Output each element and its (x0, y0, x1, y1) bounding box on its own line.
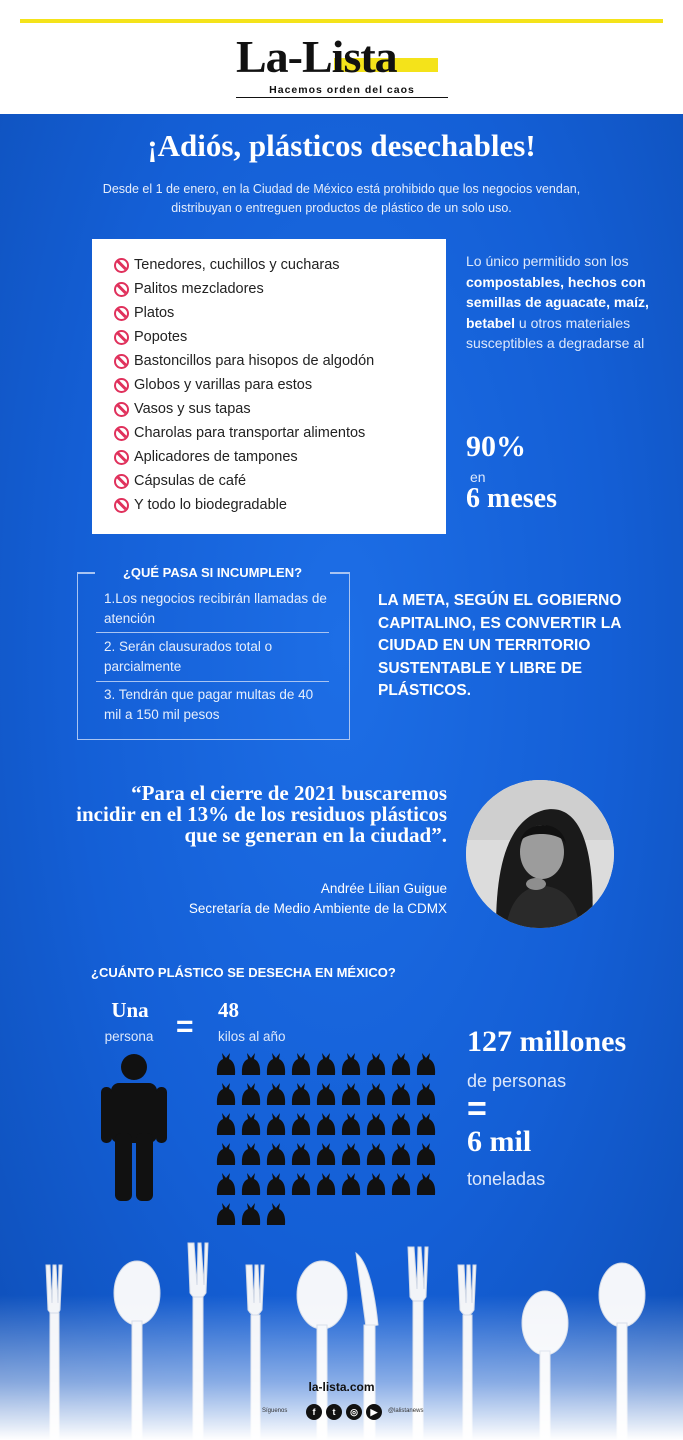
banned-item (114, 301, 446, 325)
penalties-title: ¿QUÉ PASA SI INCUMPLEN? (122, 565, 303, 580)
percent-value: 90% (466, 430, 526, 463)
page-title: ¡Adiós, plásticos desechables! (147, 128, 536, 163)
banned-item-label: Tenedores, cuchillos y cucharas (134, 257, 340, 273)
penalties-box-top-left (77, 572, 95, 574)
prohibited-icon (114, 498, 129, 513)
social-links (262, 1404, 422, 1422)
instagram-icon[interactable]: ◎ (346, 1404, 362, 1420)
page-subtitle: Desde el 1 de enero, en la Ciudad de México está prohibido que los negocios vendan, distribuyan o entreguen productos de plástico de un solo uso. (102, 182, 581, 215)
trash-bag-icon (416, 1083, 436, 1105)
trash-bag-icon (416, 1173, 436, 1195)
plastic-waste-title: ¿CUÁNTO PLÁSTICO SE DESECHA EN MÉXICO? (91, 965, 396, 980)
quote-author-role: Secretaría de Medio Ambiente de la CDMX (188, 901, 447, 916)
one-label: Una (111, 998, 149, 1022)
trash-bag-icon (416, 1113, 436, 1135)
trash-bag-icon (341, 1173, 361, 1195)
trash-bag-icon (291, 1083, 311, 1105)
equals-sign-large: = (467, 1090, 487, 1128)
trash-bag-icon (241, 1143, 261, 1165)
trash-bag-icon (291, 1053, 311, 1075)
banned-items-list (92, 239, 446, 534)
prohibited-icon (114, 426, 129, 441)
tons-label: toneladas (467, 1169, 546, 1189)
banned-item (114, 325, 446, 349)
trash-bag-icon (266, 1143, 286, 1165)
trash-bag-icon (341, 1143, 361, 1165)
trash-bags-grid (216, 1053, 440, 1238)
prohibited-icon (114, 354, 129, 369)
banned-item-label: Cápsulas de café (134, 473, 247, 489)
trash-bag-icon (416, 1143, 436, 1165)
quote-author: Andrée Lilian Guigue (320, 881, 447, 896)
banned-item-label: Popotes (134, 329, 188, 345)
trash-bag-icon (216, 1173, 236, 1195)
trash-bag-icon (366, 1173, 386, 1195)
top-yellow-rule (20, 19, 663, 23)
trash-bag-icon (316, 1053, 336, 1075)
trash-bag-icon (216, 1053, 236, 1075)
trash-bag-icon (266, 1053, 286, 1075)
banned-item-label: Palitos mezcladores (134, 281, 264, 297)
trash-bag-icon (291, 1143, 311, 1165)
banned-item-label: Vasos y sus tapas (134, 401, 251, 417)
twitter-icon[interactable]: t (326, 1404, 342, 1420)
banned-item-label: Charolas para transportar alimentos (134, 425, 366, 441)
banned-item (114, 445, 446, 469)
trash-bag-icon (266, 1173, 286, 1195)
trash-bag-icon (241, 1083, 261, 1105)
trash-bag-icon (216, 1203, 236, 1225)
follow-label: Síguenos (262, 1408, 288, 1414)
trash-bag-icon (291, 1173, 311, 1195)
prohibited-icon (114, 378, 129, 393)
portrait-illustration (466, 780, 614, 928)
prohibited-icon (114, 306, 129, 321)
kilos-label: kilos al año (218, 1029, 286, 1044)
trash-bag-icon (216, 1083, 236, 1105)
trash-bag-icon (316, 1083, 336, 1105)
population-value: 127 millones (467, 1025, 627, 1058)
trash-bag-icon (391, 1173, 411, 1195)
banned-item (114, 397, 446, 421)
banned-item (114, 253, 446, 277)
goal-statement: LA META, SEGÚN EL GOBIERNO CAPITALINO, ES CONVERTIR LA CIUDAD EN UN TERRITORIO SUSTENTABLE Y LIBRE DE PLÁSTICOS. (378, 592, 622, 699)
social-handle: @lalistanews (388, 1408, 424, 1414)
trash-bag-icon (391, 1083, 411, 1105)
trash-bag-icon (316, 1173, 336, 1195)
allowed-text (466, 251, 666, 354)
trash-bag-icon (241, 1203, 261, 1225)
trash-bag-icon (216, 1113, 236, 1135)
prohibited-icon (114, 450, 129, 465)
trash-bag-icon (216, 1143, 236, 1165)
trash-bag-icon (291, 1113, 311, 1135)
author-portrait (466, 780, 614, 928)
kilos-value: 48 (218, 998, 239, 1022)
trash-bag-icon (266, 1113, 286, 1135)
banned-item (114, 469, 446, 493)
penalty-item: 1.Los negocios recibirán llamadas de atención (104, 591, 327, 626)
quote-text: “Para el cierre de 2021 buscaremos incidir en el 13% de los residuos plásticos que se generan en la ciudad”. (76, 781, 447, 847)
facebook-icon[interactable]: f (306, 1404, 322, 1420)
person-label: persona (104, 1029, 154, 1044)
prohibited-icon (114, 282, 129, 297)
population-label: de personas (467, 1071, 567, 1091)
trash-bag-icon (391, 1143, 411, 1165)
trash-bag-icon (341, 1083, 361, 1105)
trash-bag-icon (391, 1053, 411, 1075)
months-value: 6 meses (466, 483, 557, 514)
banned-item (114, 373, 446, 397)
banned-item-label: Platos (134, 305, 175, 321)
trash-bag-icon (316, 1113, 336, 1135)
tagline: Hacemos orden del caos (269, 84, 415, 96)
banned-item-label: Y todo lo biodegradable (134, 497, 287, 513)
trash-bag-icon (366, 1143, 386, 1165)
prohibited-icon (114, 330, 129, 345)
banned-item-label: Aplicadores de tampones (134, 449, 298, 465)
banned-item (114, 421, 446, 445)
en-label: en (470, 469, 486, 485)
youtube-icon[interactable]: ▶ (366, 1404, 382, 1420)
prohibited-icon (114, 258, 129, 273)
allowed-materials: compostables, hechos con semillas de aguacate, maíz, betabel (466, 273, 649, 331)
trash-bag-icon (316, 1143, 336, 1165)
penalty-divider (96, 632, 329, 633)
banned-item-label: Bastoncillos para hisopos de algodón (134, 353, 375, 369)
penalties-box-top-right (330, 572, 350, 574)
prohibited-icon (114, 474, 129, 489)
trash-bag-icon (366, 1113, 386, 1135)
trash-bag-icon (266, 1203, 286, 1225)
trash-bag-icon (241, 1113, 261, 1135)
tagline-underline (236, 97, 448, 98)
logo-text: La-Lista (236, 31, 397, 82)
logo[interactable] (236, 33, 448, 81)
banned-item (114, 493, 446, 517)
trash-bag-icon (241, 1173, 261, 1195)
trash-bag-icon (341, 1113, 361, 1135)
penalty-item: 2. Serán clausurados total o parcialmente (104, 639, 273, 674)
banned-item-label: Globos y varillas para estos (134, 377, 313, 393)
trash-bag-icon (341, 1053, 361, 1075)
trash-bag-icon (366, 1083, 386, 1105)
trash-bag-icon (366, 1053, 386, 1075)
prohibited-icon (114, 402, 129, 417)
site-url[interactable]: la-lista.com (308, 1380, 375, 1394)
banned-item (114, 277, 446, 301)
equals-sign: = (176, 1010, 194, 1043)
header (0, 0, 683, 114)
penalty-item: 3. Tendrán que pagar multas de 40 mil a 150 mil pesos (104, 687, 314, 722)
trash-bag-icon (266, 1083, 286, 1105)
allowed-mid: u otros materiales susceptibles a degradarse al (466, 314, 645, 351)
allowed-intro: Lo único permitido son los (466, 253, 629, 269)
trash-bag-icon (416, 1053, 436, 1075)
trash-bag-icon (241, 1053, 261, 1075)
penalty-divider (96, 681, 329, 682)
person-icon (101, 1053, 167, 1201)
banned-item (114, 349, 446, 373)
trash-bag-icon (391, 1113, 411, 1135)
tons-value: 6 mil (467, 1125, 532, 1158)
